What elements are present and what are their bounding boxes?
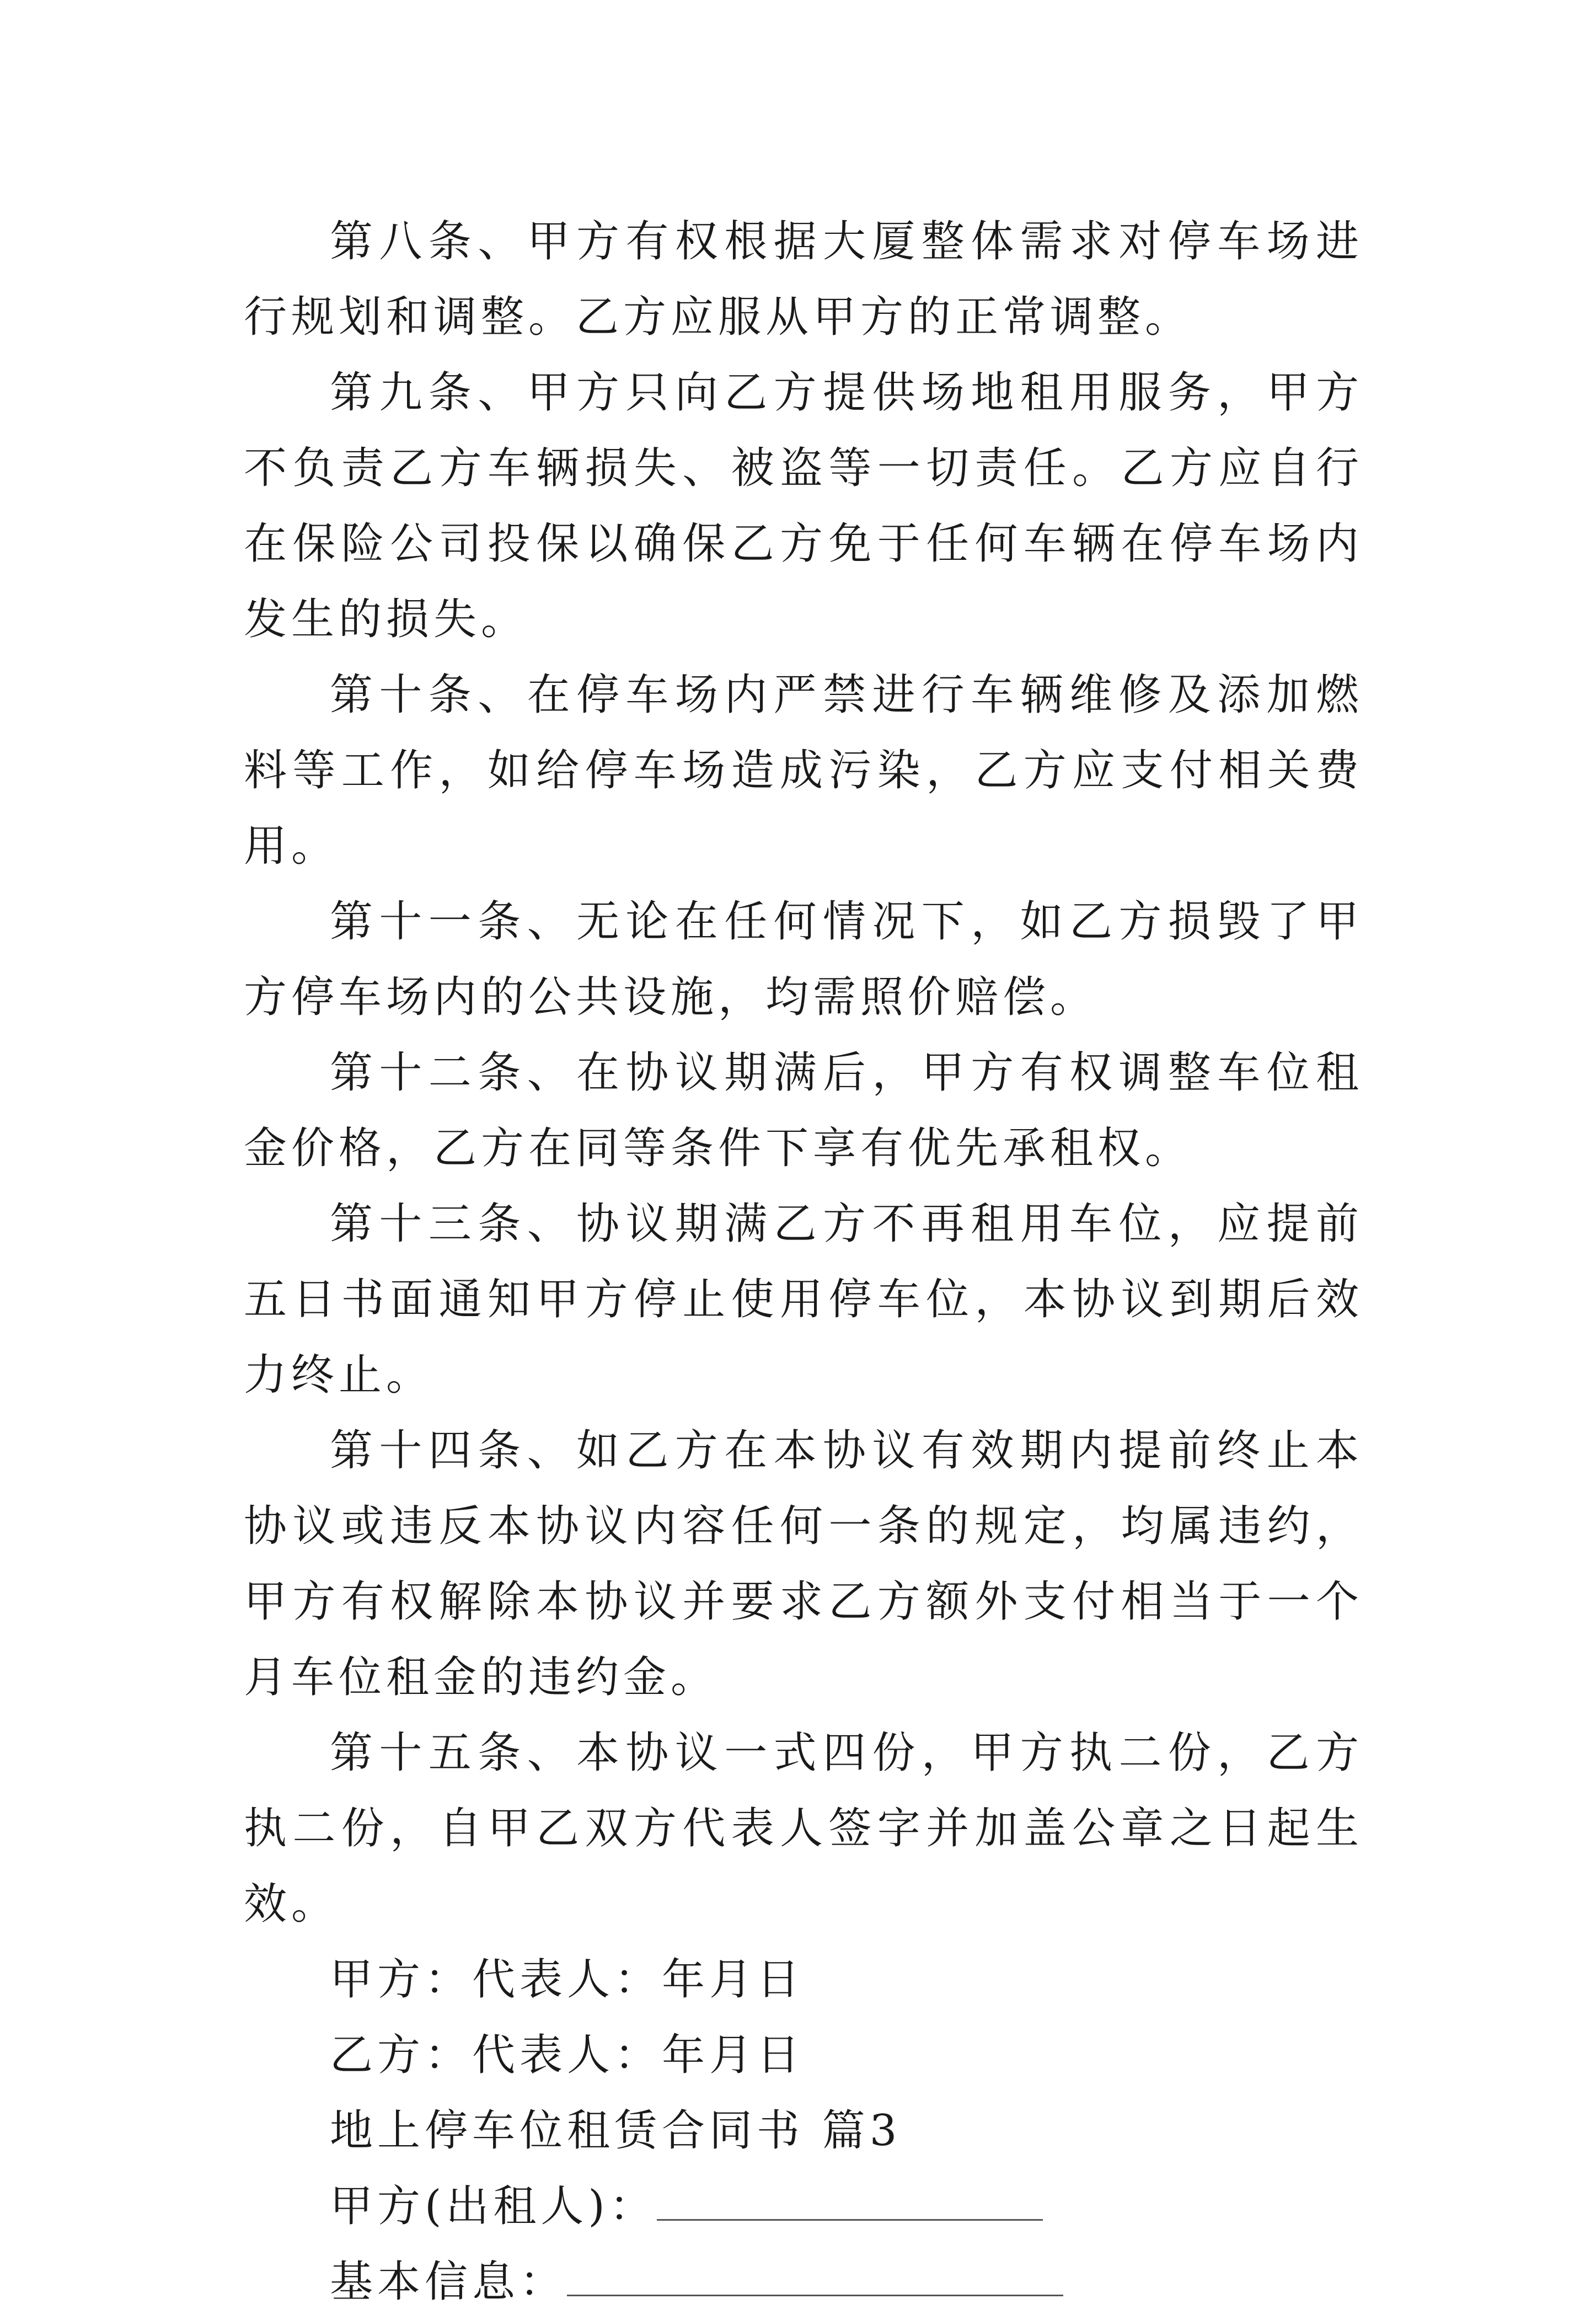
basic-info-row (244, 2244, 1363, 2320)
clause-9: 第九条、甲方只向乙方提供场地租用服务，甲方不负责乙方车辆损失、被盗等一切责任。乙方应自行在保险公司投保以确保乙方免于任何车辆在停车场内发生的损失。 (244, 368, 1363, 644)
signature-party-a: 甲方：代表人：年月日 (330, 1955, 805, 2004)
document-body (244, 204, 1363, 2320)
basic-info-blank-line (567, 2262, 1063, 2296)
clause-8: 第八条、甲方有权根据大厦整体需求对停车场进行规划和调整。乙方应服从甲方的正常调整。 (244, 217, 1363, 342)
clause-15: 第十五条、本协议一式四份，甲方执二份，乙方执二份，自甲乙双方代表人签字并加盖公章之日起生效。 (244, 1728, 1363, 1929)
signature-party-b: 乙方：代表人：年月日 (330, 2030, 805, 2080)
lessor-blank-line (657, 2186, 1043, 2221)
lessor-label: 甲方(出租人)： (330, 2182, 657, 2231)
section-title: 地上停车位租赁合同书 篇3 (330, 2106, 902, 2156)
clause-10: 第十条、在停车场内严禁进行车辆维修及添加燃料等工作，如给停车场造成污染，乙方应支付相关费用。 (244, 670, 1363, 871)
clause-14: 第十四条、如乙方在本协议有效期内提前终止本协议或违反本协议内容任何一条的规定，均属违约，甲方有权解除本协议并要求乙方额外支付相当于一个月车位租金的违约金。 (244, 1426, 1363, 1702)
basic-info-label: 基本信息： (330, 2257, 567, 2307)
clause-11: 第十一条、无论在任何情况下，如乙方损毁了甲方停车场内的公共设施，均需照价赔偿。 (244, 897, 1363, 1022)
clause-13: 第十三条、协议期满乙方不再租用车位，应提前五日书面通知甲方停止使用停车位，本协议到期后效力终止。 (244, 1199, 1363, 1400)
clause-12: 第十二条、在协议期满后，甲方有权调整车位租金价格，乙方在同等条件下享有优先承租权。 (244, 1048, 1363, 1173)
lessor-row (244, 2169, 1363, 2244)
